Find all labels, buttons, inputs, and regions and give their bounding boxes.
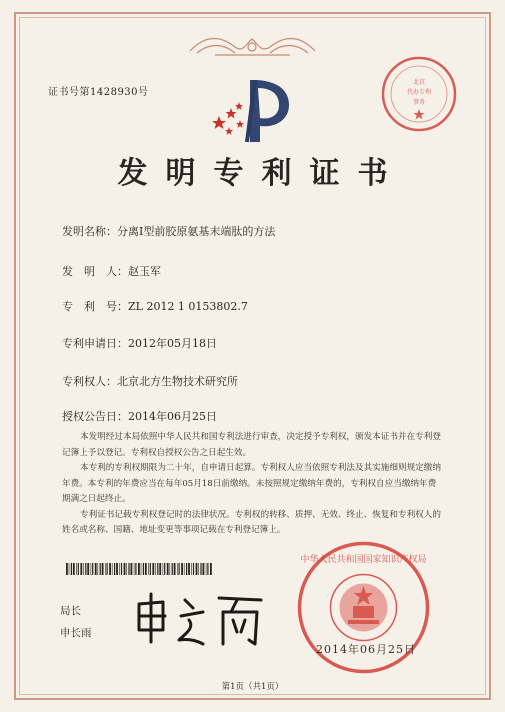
field-label: 发明名称： xyxy=(62,225,117,238)
body-paragraph: 本发明经过本局依照中华人民共和国专利法进行审查，决定授予专利权，颁发本证书并在专利登记簿上予以登记。专利权自授权公告之日起生效。 xyxy=(62,432,441,458)
field-filing-date xyxy=(62,335,217,351)
svg-text:代办专利: 代办专利 xyxy=(406,89,432,96)
director-title-label: 局长 xyxy=(60,605,81,617)
body-paragraph: 本专利的专利权期限为二十年，自申请日起算。专利权人应当依照专利法及其实施细则规定缴纳年费。本专利的年费应当在每年05月18日前缴纳。未按照规定缴纳年费的，专利权自应当缴纳年费期满之日起终止。 xyxy=(62,463,441,504)
field-invention-name xyxy=(62,223,275,239)
svg-text:事务: 事务 xyxy=(412,99,426,106)
agency-seal-icon xyxy=(379,54,459,134)
field-value: 2012年05月18日 xyxy=(128,337,217,350)
sipo-logo-icon xyxy=(205,72,300,147)
body-paragraph: 专利证书记载专利权登记时的法律状况。专利权的转移、质押、无效、终止、恢复和专利权人的姓名或名称、国籍、地址变更等事项记载在专利登记簿上。 xyxy=(62,509,441,535)
field-inventor xyxy=(62,263,161,279)
stamp-date: 2014年06月25日 xyxy=(316,643,416,656)
field-label: 专利申请日： xyxy=(62,337,128,350)
field-label: 发 明 人： xyxy=(62,265,128,278)
field-grant-date xyxy=(62,408,217,424)
field-patentee xyxy=(62,373,238,389)
seal-text: 中华人民共和国国家知识产权局 xyxy=(300,555,427,565)
field-label: 专利权人： xyxy=(62,375,117,388)
field-label: 专 利 号： xyxy=(62,300,128,313)
field-value: ZL 2012 1 0153802.7 xyxy=(128,300,248,313)
certificate-number: 证书号第1428930号 xyxy=(48,87,149,98)
director-name-label: 申长雨 xyxy=(60,627,92,639)
page-footer: 第1页（共1页） xyxy=(221,682,284,692)
field-label: 授权公告日： xyxy=(62,410,128,423)
director-signature-icon xyxy=(133,590,268,650)
field-value: 分离Ⅰ型前胶原氨基末端肽的方法 xyxy=(117,225,276,238)
ornament-icon xyxy=(185,33,320,59)
barcode-icon xyxy=(66,563,214,575)
certificate-body xyxy=(62,430,444,539)
svg-text:北京: 北京 xyxy=(412,79,426,86)
field-value: 赵玉军 xyxy=(128,265,161,278)
field-value: 北京北方生物技术研究所 xyxy=(117,375,238,388)
certificate-title: 发明专利证书 xyxy=(117,156,406,191)
field-patent-number xyxy=(62,298,248,314)
field-value: 2014年06月25日 xyxy=(128,410,217,423)
